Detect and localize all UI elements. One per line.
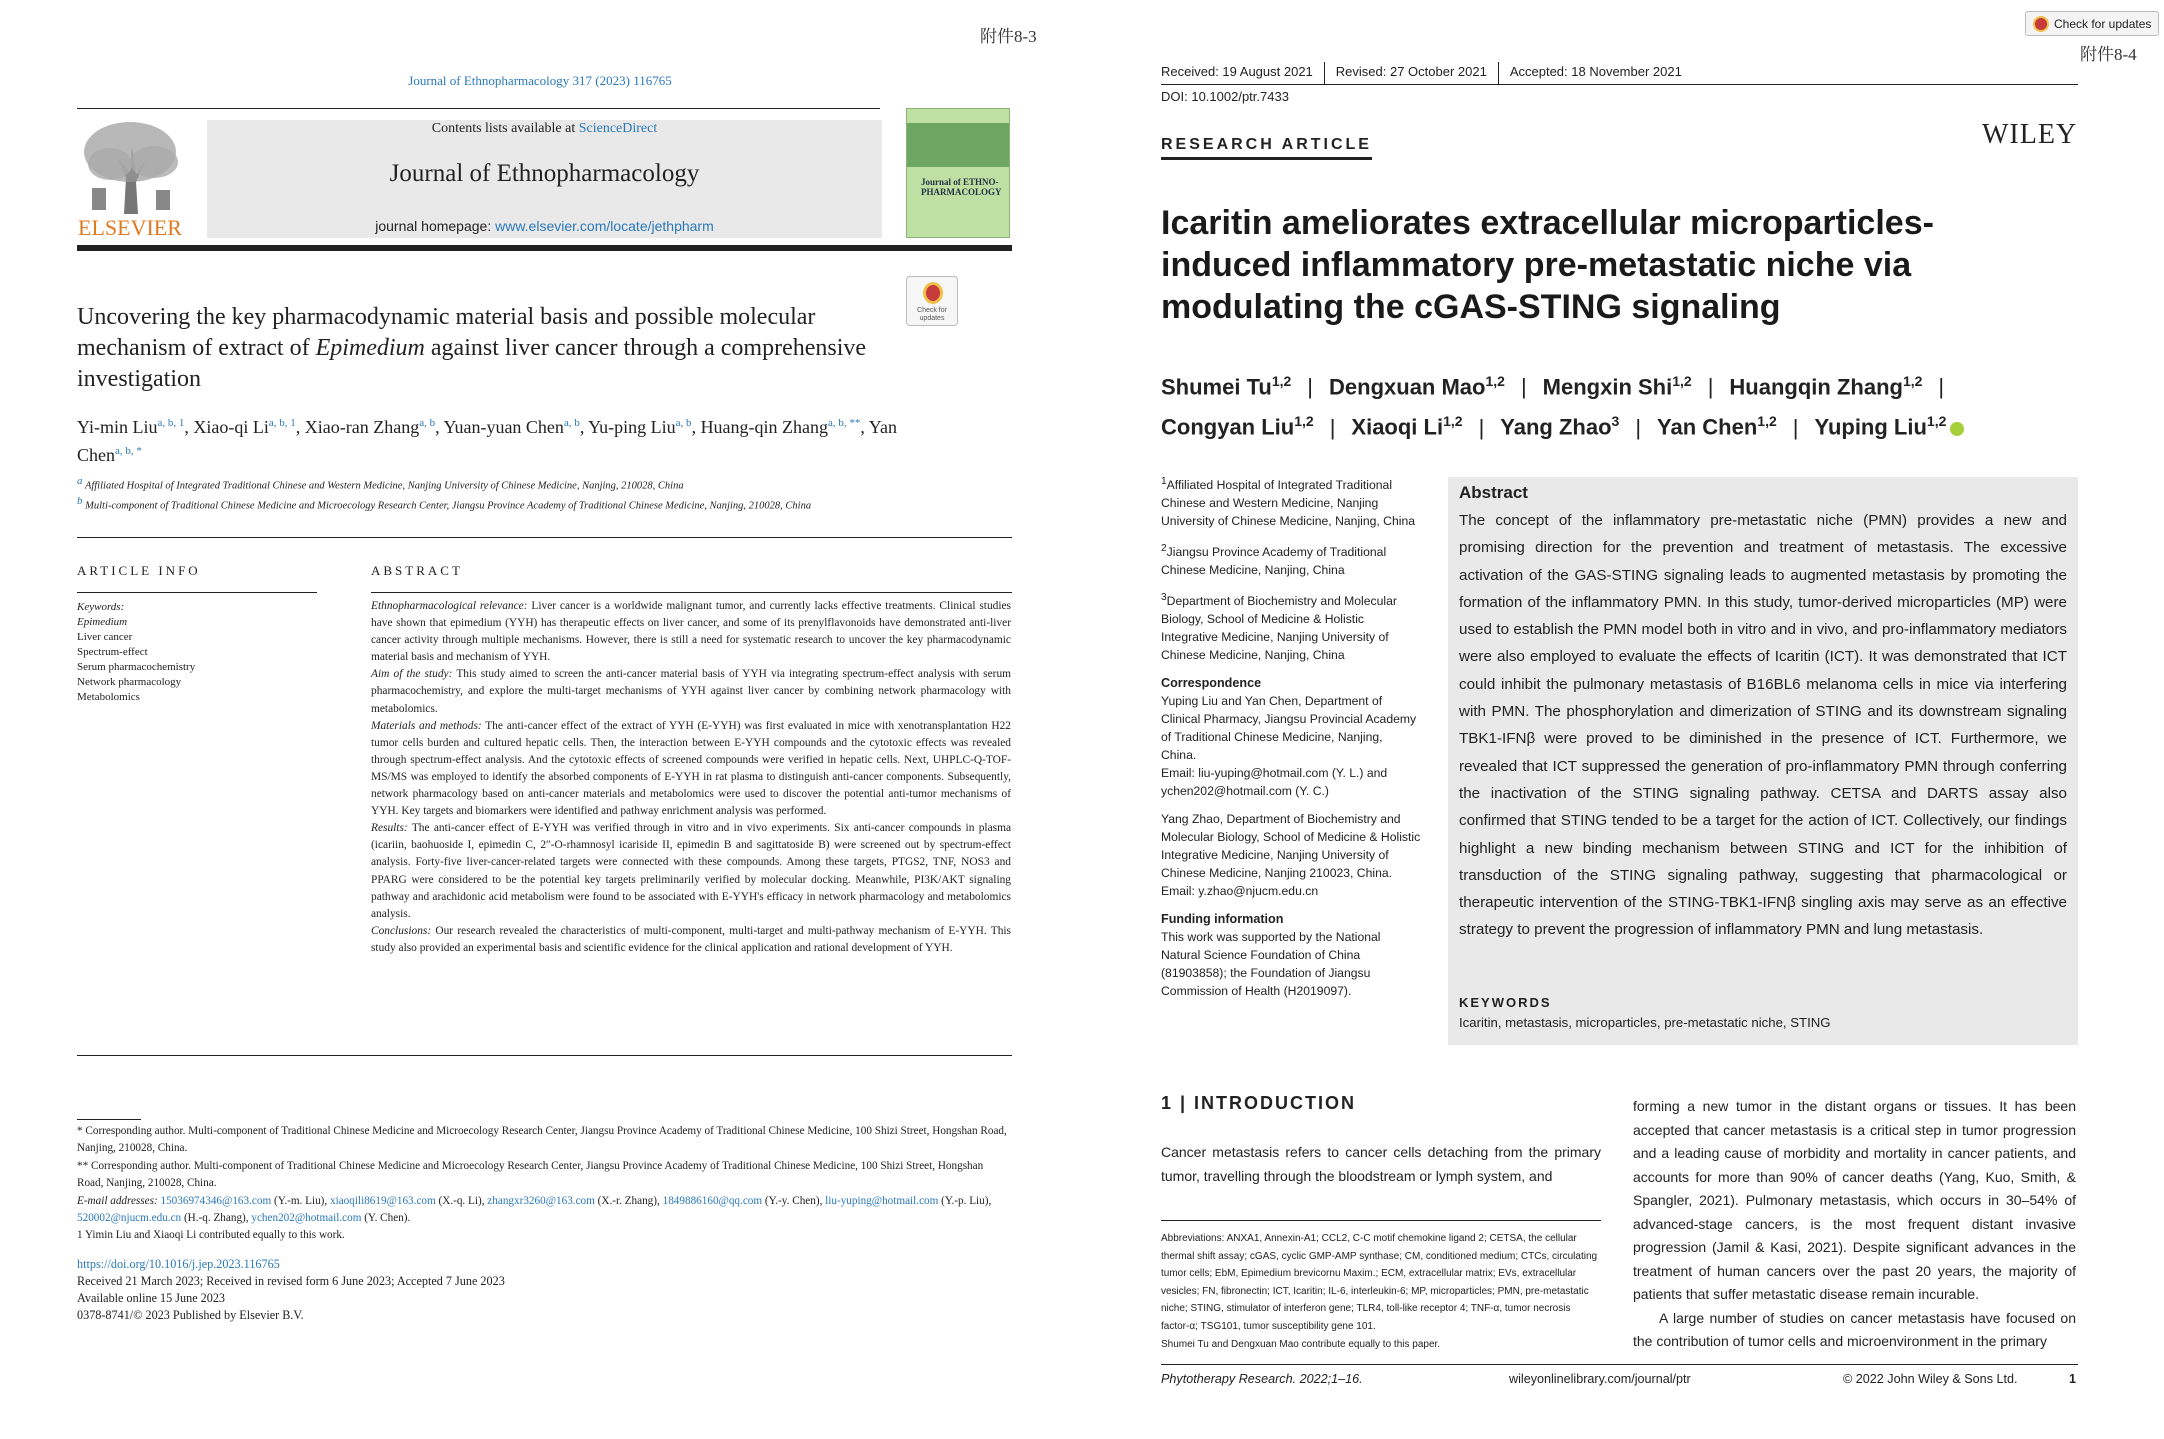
keyword: Serum pharmacochemistry bbox=[77, 661, 196, 673]
online-date: Available online 15 June 2023 bbox=[77, 1291, 226, 1305]
introduction-paragraph: Cancer metastasis refers to cancer cells detaching from the primary tumor, travelling through the bloodstream or lymph system, and bbox=[1161, 1144, 1601, 1184]
author[interactable]: Huang-qin Zhang bbox=[700, 417, 829, 437]
abstract-body-left bbox=[371, 598, 1011, 957]
publication-dates bbox=[1161, 62, 1682, 84]
author-list-left: Yi-min Liu$^{a, b, 1}$, Xiao-qi Li$^{a, b, 1}$, Xiao-ran Zhang$^{a, b}$, Yuan-yuan Chen$^{a, b}$, Yu-ping Liu$^{a, b}$, Huang-qin Zhang$^{a, b, **}$, Yan Chen$^{a, b, *}$ bbox=[77, 417, 897, 465]
footnote-rule bbox=[77, 1119, 141, 1120]
abstract-paragraph: Conclusions: Our research revealed the characteristics of multi-component, multi-target and multi-pathway mechanism of E-YYH. This study also provided an experimental basis and scientific evidence for the clinical application and rational development of YYH. bbox=[371, 924, 1011, 954]
affiliation: $^1$Affiliated Hospital of Integrated Traditional Chinese and Western Medicine, Nanjing University of Chinese Medicine, Nanjing, China bbox=[1161, 476, 1416, 529]
homepage-link[interactable]: www.elsevier.com/locate/jethpharm bbox=[495, 218, 714, 234]
equal-contribution-right: Shumei Tu and Dengxuan Mao contribute equally to this paper. bbox=[1161, 1338, 1441, 1350]
keywords-heading-right: KEYWORDS bbox=[1459, 995, 1552, 1010]
author[interactable]: Huangqin Zhang bbox=[1729, 374, 1903, 400]
affiliations-right bbox=[1161, 473, 1421, 1000]
page-number: 1 bbox=[2069, 1372, 2077, 1386]
abstract-paragraph: Materials and methods: The anti-cancer effect of the extract of YYH (E-YYH) was first evaluated in mice with xenotransplantation H22 tumor cells burden and cultured hepatic cells. Then, the interaction between E-YYH compounds and the cytotoxic effects was revealed through spectrum-effect analysis. And the cytotoxic effects of screened compounds were verified in hepatic cells. Next, UHPLC-Q-TOF-MS/MS was employed to identify the absorbed components of E-YYH in rat plasma to distinguish anti-cancer components. Subsequently, network pharmacology based on anti-cancer materials and metabolomics were used to discover the potential anti-tumor mechanisms of YYH. Key targets and biomarkers were identified and pathway enrichment analysis was performed. bbox=[371, 719, 1011, 818]
correspondence-2-email: Email: y.zhao@njucm.edu.cn bbox=[1161, 884, 1319, 899]
author[interactable]: Yan Chen bbox=[77, 417, 897, 465]
email-link[interactable]: zhangxr3260@163.com bbox=[487, 1194, 595, 1207]
keywords-right: Icaritin, metastasis, microparticles, pre-metastatic niche, STING bbox=[1459, 1015, 1831, 1030]
email-link[interactable]: ychen202@hotmail.com bbox=[251, 1212, 362, 1225]
author[interactable]: Yang Zhao bbox=[1500, 414, 1612, 440]
author[interactable]: Xiao-qi Li bbox=[193, 417, 269, 437]
abstract-paragraph: Aim of the study: This study aimed to screen the anti-cancer material basis of YYH via integrating spectrum-effect analysis with serum pharmacochemistry, and explore the multi-target mechanisms of YYH against liver cancer by combining network pharmacology with metabolomics. bbox=[371, 668, 1012, 715]
introduction-paragraph: forming a new tumor in the distant organs or tissues. It has been accepted that cancer metastasis is a critical step in tumor progression and a leading cause of morbidity and mortality in cancer patients, and accounts for more than 90% of cancer deaths (Yang, Kuo, Smith, & Spangler, 2021). Pulmonary metastasis, which occurs in 30–54% of advanced-stage cancers, is the most frequent distant invasive progression (Jamil & Kasi, 2021). Despite significant advances in the treatment of human cancers over the past 20 years, the majority of patients that suffer metastatic disease remain incurable. bbox=[1633, 1098, 2076, 1302]
author[interactable]: Xiaoqi Li bbox=[1351, 414, 1444, 440]
email-link[interactable]: 1849886160@qq.com bbox=[662, 1194, 763, 1207]
email-link[interactable]: liu-yuping@hotmail.com bbox=[825, 1194, 939, 1207]
divider bbox=[371, 592, 1012, 593]
affiliation: $^2$Jiangsu Province Academy of Traditional Chinese Medicine, Nanjing, China bbox=[1161, 543, 1387, 578]
abstract-heading-left: ABSTRACT bbox=[371, 563, 463, 578]
abstract-body-right: The concept of the inflammatory pre-metastatic niche (PMN) provides a new and promising direction for the prevention and treatment of metastasis. The excessive activation of the GAS-STING signaling leads to augmented metastasis by promoting the formation of the inflammatory PMN. In this study, tumor-derived microparticles (MP) were used to establish the PMN model both in vitro and in vivo, and pro-inflammatory mediators were also employed to evaluate the effects of Icaritin (ICT). It was demonstrated that ICT could inhibit the pulmonary metastasis of B16BL6 melanoma cells in mice via interfering with PMN. The phosphorylation and dimerization of STING and its downstream signaling TBK1-IFNβ were proved to be diminished in the presence of ICT. Furthermore, we revealed that ICT suppressed the generation of pro-inflammatory PMN through conferring the inactivation of the STING signaling pathway. CETSA and DARTS assay also confirmed that STING tended to be a target for the action of ICT. Collectively, our findings highlight a new binding mechanism between STING and ICT for the inhibition of transduction of the STING signaling pathway, suggesting that pharmacological or therapeutic intervention of the STING-TBK1-IFNβ singling axis may serve as an effective strategy to prevent the progression of inflammatory PMN and lung metastasis. bbox=[1459, 512, 2067, 939]
check-for-updates-badge[interactable]: Check for updates bbox=[906, 276, 958, 326]
elsevier-tree-logo bbox=[74, 118, 186, 240]
author-list-right: Shumei Tu$^{1,2}$ | Dengxuan Mao$^{1,2}$ | Mengxin Shi$^{1,2}$ | Huangqin Zhang$^{1,2}$ | Congyan Liu$^{1,2}$ | Xiaoqi Li$^{1,2}$ | Yang Zhao$^3$ | Yan Chen$^{1,2}$ | Yuping Liu$^{1,2}$ bbox=[1161, 364, 2061, 445]
article-type-label: RESEARCH ARTICLE bbox=[1161, 136, 1372, 160]
keyword: Spectrum-effect bbox=[77, 646, 148, 658]
article-info-heading: ARTICLE INFO bbox=[77, 563, 201, 578]
equal-contribution-note: 1 Yimin Liu and Xiaoqi Li contributed equally to this work. bbox=[77, 1229, 345, 1242]
author[interactable]: Mengxin Shi bbox=[1542, 374, 1673, 400]
abstract-paragraph: Ethnopharmacological relevance: Liver cancer is a worldwide malignant tumor, and currently lacks effective treatments. Clinical studies have shown that epimedium (YYH) has therapeutic effects on liver cancer, and some of its prenylflavonoids have demonstrated anti-liver cancer activity through multiple mechanisms. However, there is still a need for systematic research to uncover the key pharmacodynamic material basis and mechanism of YYH. bbox=[371, 600, 1011, 664]
author[interactable]: Yan Chen bbox=[1657, 414, 1758, 440]
attachment-stamp-right: 附件8-4 bbox=[2080, 45, 2137, 64]
author[interactable]: Congyan Liu bbox=[1161, 414, 1295, 440]
affiliation-a: $^a$ Affiliated Hospital of Integrated Traditional Chinese and Western Medicine, Nanjing University of Chinese Medicine, Nanjing, 210028, China bbox=[77, 475, 684, 492]
elsevier-wordmark: ELSEVIER bbox=[78, 215, 182, 240]
author[interactable]: Yi-min Liu bbox=[77, 417, 158, 437]
journal-cover-image bbox=[906, 108, 1010, 238]
introduction-column-2 bbox=[1633, 1095, 2076, 1354]
corresponding-author-note: ** Corresponding author. Multi-component of Traditional Chinese Medicine and Microecology Research Center, Jiangsu Province Academy of Traditional Chinese Medicine, 100 Shizi Street, Hongshan Road, Nanjing, 210028, China. bbox=[77, 1159, 984, 1190]
author[interactable]: Dengxuan Mao bbox=[1329, 374, 1486, 400]
correspondence-1: Yuping Liu and Yan Chen, Department of Clinical Pharmacy, Jiangsu Provincial Academy of Traditional Chinese Medicine, Nanjing, China. bbox=[1161, 694, 1417, 763]
correspondence-label: Correspondence bbox=[1161, 676, 1262, 691]
accepted-date: Accepted: 18 November 2021 bbox=[1509, 64, 1682, 80]
affiliation-b: $^b$ Multi-component of Traditional Chinese Medicine and Microecology Research Center, Jiangsu Province Academy of Traditional Chinese Medicine, Nanjing, 210028, China bbox=[77, 494, 812, 511]
received-date: Received: 19 August 2021 bbox=[1161, 64, 1313, 80]
check-updates-icon bbox=[923, 282, 943, 304]
publication-info-left bbox=[77, 1256, 677, 1324]
divider bbox=[77, 592, 317, 593]
homepage-line: journal homepage: www.elsevier.com/locate/jethpharm bbox=[375, 218, 714, 234]
masthead-thick-rule bbox=[77, 245, 1012, 251]
wiley-logo: WILEY bbox=[1982, 119, 2078, 150]
journal-banner bbox=[207, 120, 882, 238]
check-for-updates-button[interactable]: Check for updates bbox=[2025, 11, 2159, 36]
copyright-left: 0378-8741/© 2023 Published by Elsevier B.V. bbox=[77, 1308, 304, 1322]
footer-journal: Phytotherapy Research. 2022;1–16. bbox=[1161, 1372, 1363, 1386]
attachment-stamp-left: 附件8-3 bbox=[980, 27, 1037, 46]
funding-label: Funding information bbox=[1161, 912, 1284, 927]
introduction-heading: 1 | INTRODUCTION bbox=[1161, 1093, 1357, 1113]
author[interactable]: Yuan-yuan Chen bbox=[443, 417, 564, 437]
email-link[interactable]: 15036974346@163.com bbox=[160, 1194, 272, 1207]
doi-link[interactable]: https://doi.org/10.1016/j.jep.2023.116765 bbox=[77, 1257, 280, 1271]
cover-title: Journal of ETHNO-PHARMACOLOGY bbox=[921, 177, 1002, 197]
introduction-paragraph: A large number of studies on cancer metastasis have focused on the contribution of tumor cells and microenvironment in the primary bbox=[1633, 1309, 2076, 1349]
article-title-right: Icaritin ameliorates extracellular microparticles-induced inflammatory pre-metastatic niche via modulating the cGAS-STING signaling bbox=[1161, 204, 1934, 326]
journal-citation-link[interactable]: Journal of Ethnopharmacology 317 (2023) 116765 bbox=[408, 73, 672, 88]
received-dates: Received 21 March 2023; Received in revised form 6 June 2023; Accepted 7 June 2023 bbox=[77, 1274, 505, 1288]
abstract-heading-right: Abstract bbox=[1459, 483, 1528, 502]
correspondence-1-email: Email: liu-yuping@hotmail.com (Y. L.) and ychen202@hotmail.com (Y. C.) bbox=[1161, 766, 1388, 799]
correspondence-2: Yang Zhao, Department of Biochemistry and Molecular Biology, School of Medicine & Holistic Integrative Medicine, Nanjing University of Chinese Medicine, Nanjing 210023, China. bbox=[1161, 812, 1421, 881]
footer-copyright: © 2022 John Wiley & Sons Ltd. bbox=[1843, 1372, 2018, 1386]
abstract-paragraph: Results: The anti-cancer effect of E-YYH was verified through in vitro and in vivo experiments. Six anti-cancer compounds in plasma (icariin, baohuoside I, epimedin C, 2″-O-rhamnosyl icariside II, epimedin B and sagittatoside B) were screened out by spectrum-effect analysis. Forty-five liver-cancer-related targets were connected with these compounds. Among these targets, PTGS2, TNF, NOS3 and PPARG were considered to be the potential key targets preliminarily verified by molecular docking. Meanwhile, PI3K/AKT signaling pathway and arachidonic acid metabolism were found to be associated with E-YYH's efficacy in network pharmacology and metabolomics analysis. bbox=[371, 822, 1011, 920]
abbreviations-footnote: Abbreviations: ANXA1, Annexin-A1; CCL2, C-C motif chemokine ligand 2; CETSA, the cellular thermal shift assay; cGAS, cyclic GMP-AMP synthase; CM, conditioned medium; CTCs, circulating tumor cells; EbM, Epimedium brevicornu Maxim.; ECM, extracellular matrix; EVs, extracellular vesicles; FN, fibronectin; ICT, Icaritin; IL-6, interleukin-6; MP, microparticles; PMN, pre-metastatic niche; STING, stimulator of interferon gene; TLR4, toll-like receptor 4; TNF-α, tumor necrosis factor-α; TSG101, tumor susceptibility gene 101. Shumei Tu and Dengxuan Mao contribute equally to this paper. bbox=[1161, 1230, 1601, 1353]
orcid-icon[interactable] bbox=[1950, 422, 1964, 436]
revised-date: Revised: 27 October 2021 bbox=[1335, 64, 1487, 80]
affiliation: $^3$Department of Biochemistry and Molecular Biology, School of Medicine & Holistic Integrative Medicine, Nanjing University of Chinese Medicine, Nanjing, China bbox=[1161, 592, 1397, 663]
author[interactable]: Shumei Tu bbox=[1161, 374, 1272, 400]
doi-right[interactable]: DOI: 10.1002/ptr.7433 bbox=[1161, 89, 1289, 104]
keywords-label: Keywords: bbox=[77, 601, 125, 613]
author[interactable]: Yu-ping Liu bbox=[588, 417, 676, 437]
sciencedirect-link[interactable]: ScienceDirect bbox=[578, 121, 658, 136]
abstract-box-right bbox=[1448, 477, 2078, 1045]
contents-line: Contents lists available at ScienceDirect bbox=[431, 121, 658, 136]
divider bbox=[77, 537, 1012, 538]
email-link[interactable]: 520002@njucm.edu.cn bbox=[77, 1212, 182, 1225]
keyword: Liver cancer bbox=[77, 631, 133, 643]
email-addresses: E-mail addresses: 15036974346@163.com (Y.-m. Liu), xiaoqili8619@163.com (X.-q. Li), zhangxr3260@163.com (X.-r. Zhang), 1849886160@qq.com (Y.-y. Chen), liu-yuping@hotmail.com (Y.-p. Liu), 520002@njucm.edu.cn (H.-q. Zhang), ychen202@hotmail.com (Y. Chen). bbox=[77, 1194, 992, 1225]
header-rule bbox=[77, 108, 880, 109]
divider bbox=[1161, 1220, 1601, 1221]
footer-url[interactable]: wileyonlinelibrary.com/journal/ptr bbox=[1509, 1372, 1691, 1386]
check-updates-icon bbox=[2033, 16, 2049, 32]
affiliations-left bbox=[77, 474, 897, 513]
keyword: Metabolomics bbox=[77, 691, 140, 703]
article-title-left: Uncovering the key pharmacodynamic material basis and possible molecular mechanism of extract of Epimedium against liver cancer through a comprehensive investigation bbox=[77, 304, 867, 392]
footnotes-left bbox=[77, 1123, 1012, 1245]
keyword: Epimedium bbox=[77, 616, 128, 628]
author[interactable]: Yuping Liu bbox=[1814, 414, 1927, 440]
footer-rule bbox=[1161, 1364, 2078, 1365]
keywords-left bbox=[77, 600, 317, 705]
email-link[interactable]: xiaoqili8619@163.com bbox=[330, 1194, 436, 1207]
author[interactable]: Xiao-ran Zhang bbox=[304, 417, 420, 437]
corresponding-author-note: * Corresponding author. Multi-component of Traditional Chinese Medicine and Microecology Research Center, Jiangsu Province Academy of Traditional Chinese Medicine, 100 Shizi Street, Hongshan Road, Nanjing, 210028, China. bbox=[77, 1125, 1007, 1155]
journal-name: Journal of Ethnopharmacology bbox=[389, 160, 700, 187]
funding-text: This work was supported by the National Natural Science Foundation of China (81903858); the Foundation of Jiangsu Commission of Health (H2019097). bbox=[1161, 930, 1381, 999]
keyword: Network pharmacology bbox=[77, 676, 182, 688]
divider bbox=[1161, 84, 2078, 85]
divider bbox=[77, 1055, 1012, 1056]
